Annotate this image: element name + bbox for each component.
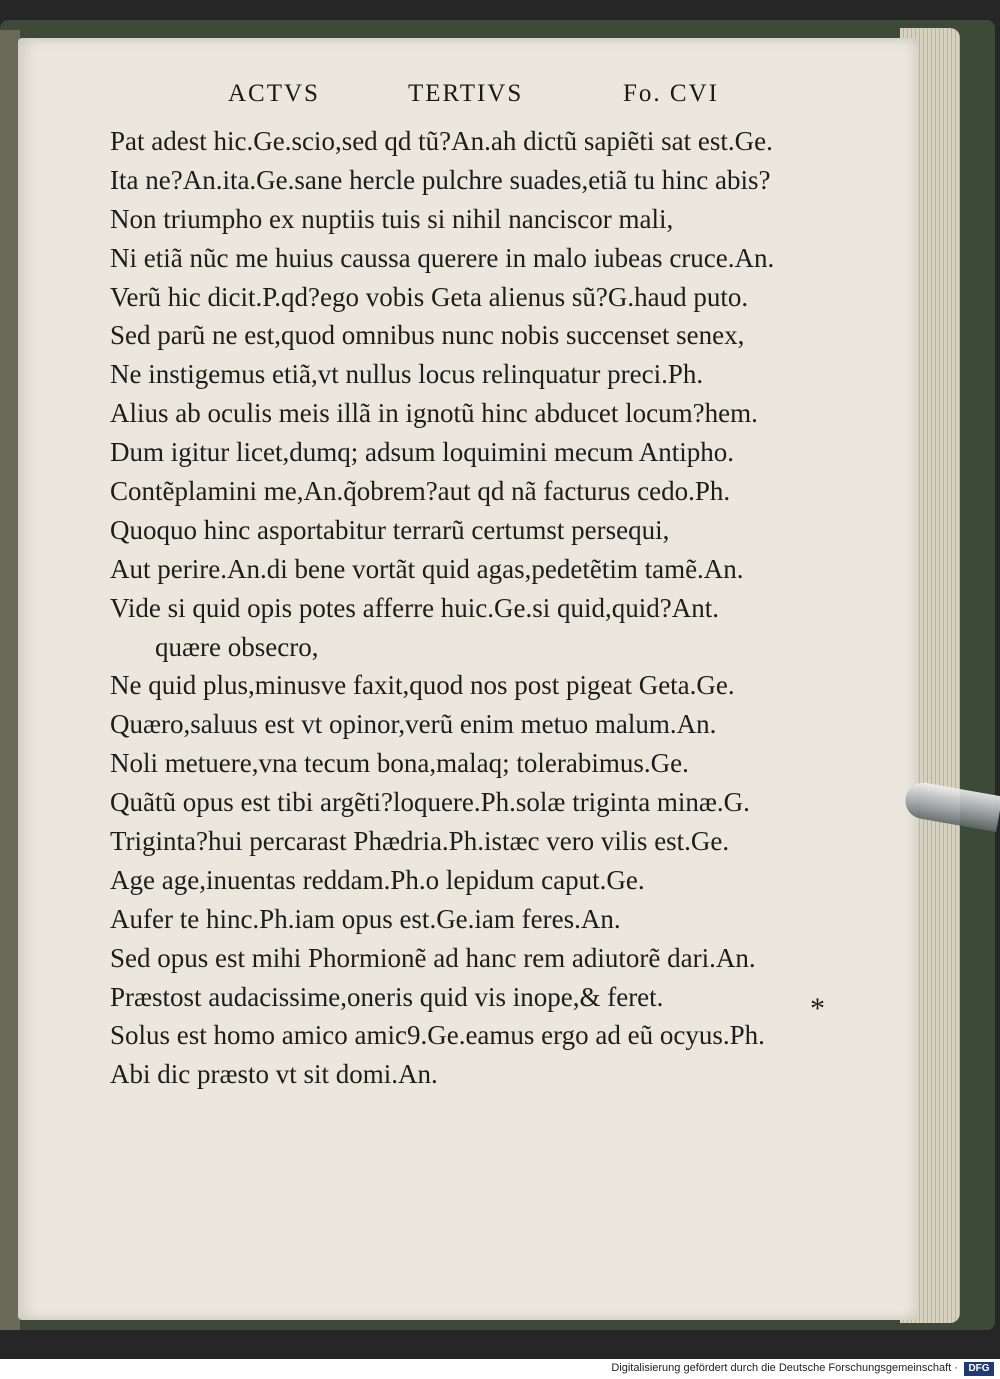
text-line: Contẽplamini me,An.q̃obrem?aut qd nã facturus cedo.Ph. <box>110 476 731 507</box>
text-line: Sed parũ ne est,quod omnibus nunc nobis succenset senex, <box>110 320 745 351</box>
running-header <box>228 80 748 116</box>
text-line: Sed opus est mihi Phormionẽ ad hanc rem adiutorẽ dari.An. <box>110 942 756 973</box>
text-line: Quæro,saluus est vt opinor,verũ enim metuo malum.An. <box>110 709 717 740</box>
footer-bar <box>0 1359 1000 1379</box>
margin-asterisk: * <box>810 992 825 1025</box>
text-line: Vide si quid opis potes afferre huic.Ge.si quid,quid?Ant. <box>110 592 720 623</box>
folio-number: Fo. CVI <box>623 80 719 107</box>
text-line: Noli metuere,vna tecum bona,malaq; tolerabimus.Ge. <box>110 748 689 779</box>
text-line: Pat adest hic.Ge.scio,sed qd tũ?An.ah dictũ sapiẽti sat est.Ge. <box>110 126 773 156</box>
text-line: Quãtũ opus est tibi argẽti?loquere.Ph.solæ triginta minæ.G. <box>110 787 750 818</box>
text-line: Aufer te hinc.Ph.iam opus est.Ge.iam feres.An. <box>110 903 621 934</box>
text-line: Ne instigemus etiã,vt nullus locus relinquatur preci.Ph. <box>110 359 704 390</box>
header-act: ACTVS <box>228 80 320 107</box>
text-line: Triginta?hui percarast Phædria.Ph.istæc vero vilis est.Ge. <box>110 826 730 857</box>
verse-text <box>110 122 800 1094</box>
text-line: Solus est homo amico amic9.Ge.eamus ergo ad eũ ocyus.Ph. <box>110 1020 765 1051</box>
text-line: Quoquo hinc asportabitur terrarũ certumst persequi, <box>110 514 670 545</box>
text-line: Aut perire.An.di bene vortãt quid agas,pedetẽtim tamẽ.An. <box>110 553 744 584</box>
text-line: Abi dic præsto vt sit domi.An. <box>110 1059 438 1090</box>
text-line: Ni etiã nũc me huius caussa querere in malo iubeas cruce.An. <box>110 242 775 273</box>
dfg-logo: DFG <box>964 1362 994 1376</box>
text-line-indented: quære obsecro, <box>155 631 319 662</box>
text-line: Alius ab oculis meis illã in ignotũ hinc abducet locum?hem. <box>110 398 758 429</box>
text-line: Age age,inuentas reddam.Ph.o lepidum caput.Ge. <box>110 864 645 895</box>
text-line: Ne quid plus,minusve faxit,quod nos post pigeat Geta.Ge. <box>110 670 735 701</box>
text-line: Præstost audacissime,oneris quid vis inope,& feret. <box>110 981 664 1012</box>
text-line: Dum igitur licet,dumq; adsum loquimini mecum Antipho. <box>110 437 734 468</box>
funding-notice: Digitalisierung gefördert durch die Deutsche Forschungsgemeinschaft · <box>611 1362 958 1374</box>
text-line: Verũ hic dicit.P.qd?ego vobis Geta alienus sũ?G.haud puto. <box>110 281 749 312</box>
text-line: Ita ne?An.ita.Ge.sane hercle pulchre suades,etiã tu hinc abis? <box>110 164 771 195</box>
header-act-number: TERTIVS <box>408 80 524 107</box>
left-page-edge <box>0 30 20 1330</box>
text-line: Non triumpho ex nuptiis tuis si nihil nanciscor mali, <box>110 203 674 234</box>
